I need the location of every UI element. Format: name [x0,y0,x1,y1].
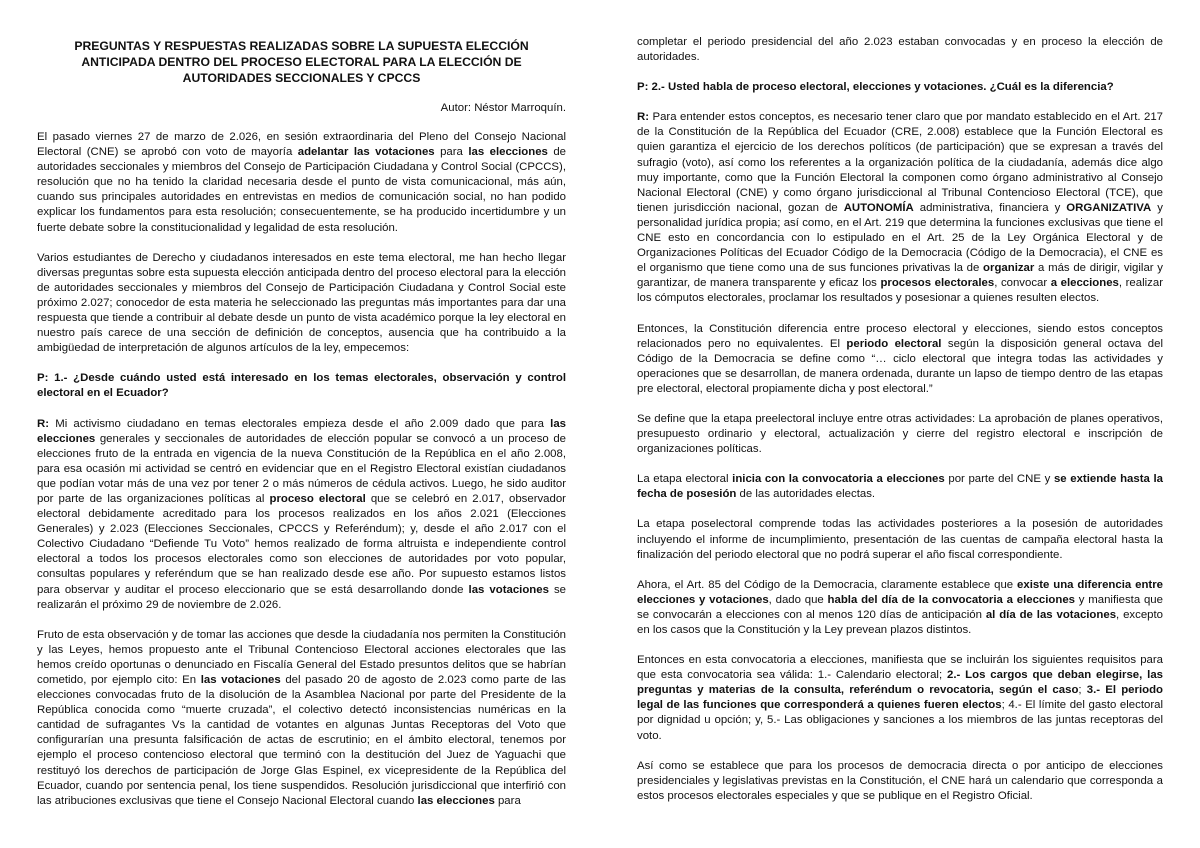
paragraph-intro [37,130,566,236]
text-run: Ahora, el Art. 85 del Código de la Democracia, claramente establece que [637,578,1018,591]
bold-text-run: 2.- Los cargos que deban elegirse, las preguntas y materias de la consulta, referéndum o revocatoria, según el caso [637,669,1163,697]
text-run: y manifiesta que se convocarán a elecciones con al menos 120 días de anticipación [637,593,1163,621]
text-run: Se define que la etapa preelectoral incluye entre otras actividades: La aprobación de planes operativos, presupuesto ordinario y electoral, actualización y cierre del registro electoral e inscripción de organizaciones políticas. [637,412,1163,456]
bold-text-run: organizar [983,262,1035,275]
bold-text-run: al día de las votaciones [985,608,1117,621]
text-run: para [494,794,521,807]
text-run: según la disposición general octava del Código de la Democracia se define como “… ciclo electoral que integra todas las actividades y operaciones que se desarrollan, de manera ordenada, durante un lapso de tiempo dentro de las etapas pre electoral, electoral propiamente dicha y post electoral.” [637,337,1163,395]
text-run: Así como se establece que para los procesos de democracia directa o por anticipo de elecciones presidenciales y legislativas previstas en la Constitución, el CNE hará un calendario que corresponda a estos procesos electorales especiales y que se publique en el Registro Oficial. [637,759,1163,802]
paragraph-requirements [637,653,1163,744]
question-1: P: 1.- ¿Desde cuándo usted está interesado en los temas electorales, observación y control electoral en el Ecuador? [37,372,566,400]
bold-text-run: habla del día de la convocatoria a elecciones [827,593,1075,606]
text-run: Fruto de esta observación y de tomar las acciones que desde la ciudadanía nos permiten la Constitución y las Leyes, hemos propuesto ante el Tribunal Contencioso Electoral acciones electorales que las hemos creído oportunas o denunciado en Fiscalía General del Estado presuntos delitos que se habrían cometido, por ejemplo cito: En [37,628,566,686]
paragraph-art-85 [637,578,1163,638]
text-run: El pasado viernes 27 de marzo de 2.026, en sesión extraordinaria del Pleno del Consejo Nacional Electoral (CNE) se aprobó con voto de mayoría [37,131,566,159]
bold-text-run: ORGANIZATIVA [1066,201,1152,214]
bold-text-run: las votaciones [468,583,549,596]
text-run: La etapa electoral [637,473,733,486]
bold-text-run: R: [637,111,650,124]
bold-text-run: las elecciones [37,417,566,445]
text-run: Para entender estos conceptos, es necesario tener claro que por mandato establecido en el Art. 217 de la Constitución de la República del Ecuador (CRE, 2.008) establece que la Función Electoral es quien garantiza el ejercicio de los derechos políticos (de participación) que se expresan a través del sufragio (voto), así como los referentes a la organización política de la ciudadanía, además dice algo muy importante, como que la Función Electoral la componen como órgano administrativo al Consejo Nacional Electoral (CNE) y como órgano jurisdiccional al Tribunal Contencioso Electoral (TCE), que tienen jurisdicción nacional, gozan de [637,111,1163,214]
bold-text-run: proceso electoral [269,492,366,505]
paragraph-electoral-stage [637,472,1163,502]
author-line: Autor: Néstor Marroquín. [440,102,566,114]
text-run: administrativa, financiera y [913,201,1067,214]
bold-text-run: 3.- El periodo legal de las funciones que corresponderá a quienes fueren electos [637,684,1163,712]
paragraph-difference [637,322,1163,397]
text-run: Varios estudiantes de Derecho y ciudadanos interesados en este tema electoral, me han hecho llegar diversas preguntas sobre esta supuesta elección anticipada dentro del proceso electoral para la elección de autoridades seccionales y miembros del Consejo de Participación Ciudadana y Control Social este próximo 2.027; conocedor de esta materia he seleccionado las preguntas más importantes para dar una respuesta que tiende a contribuir al debate desde un punto de vista académico porque la ley electoral en nuestro país carece de una sección de definición de conceptos, ausencia que ha contribuido a la ambigüedad de interpretación de algunos artículos de la ley, empecemos: [37,251,566,355]
paragraph-calendar [637,759,1163,804]
paragraph-actions [37,628,566,809]
bold-text-run: procesos electorales [880,277,995,290]
bold-text-run: AUTONOMÍA [843,201,914,214]
answer-1 [37,417,566,613]
paragraph-context [37,251,566,357]
bold-text-run: las elecciones [468,146,548,159]
text-run: y personalidad jurídica propia; así como, en el Art. 219 que determina la funciones exclusivas que tiene el CNE esto en concordancia con lo estipulado en el Art. 25 de la Ley Orgánica Electoral y de Organizaciones Políticas del Ecuador Código de la Democracia (Código de la Democracia), el CNE es el organismo que tiene como una de sus funciones privativas la de [637,201,1163,275]
bold-text-run: adelantar las votaciones [297,146,435,159]
bold-text-run: las elecciones [417,794,495,807]
paragraph-continued [637,35,1163,65]
bold-text-run: a elecciones [1050,277,1119,290]
text-run: , realizar los cómputos electorales, proclamar los resultados y posesionar a quienes resulten electos. [637,277,1163,305]
answer-2 [637,110,1163,306]
text-run: por parte del CNE y [944,473,1054,486]
bold-text-run: periodo electoral [846,337,942,350]
paragraph-postelectoral [637,517,1163,562]
text-run: del pasado 20 de agosto de 2.023 como parte de las elecciones convocadas fruto de la disolución de la Asamblea Nacional por parte del Presidente de la República conocida como “muerte cruzada”, el colectivo detectó inconsistencias numéricas en la cantidad de sufragantes Vs la cantidad de votantes en algunas Juntas Receptoras del Voto que configurarían una presunta falsificación de actas de escrutinio; en el ámbito electoral, tenemos por ejemplo el proceso contencioso electoral que terminó con la destitución del Juez de Yaguachi que restituyó los derechos de participación de Jorge Glas Espinel, ex vicepresidente de la República del Ecuador, cuando por sentencia penal, los tiene suspendidos. Resolución jurisdiccional que interfirió con las atribuciones exclusivas que tiene el Consejo Nacional Electoral cuando [37,674,566,807]
text-run: de las autoridades electas. [736,488,876,501]
text-run: generales y seccionales de autoridades de elección popular se convocó a un proceso de elecciones fruto de la entrada en vigencia de la nueva Constitución de la República en el año 2.008, para esa ocasión mi actividad se centró en evidenciar que en el Registro Electoral existían ciudadanos que podían votar más de una vez por tener 2 o más números de cédula activos. Luego, he sido auditor por parte de las organizaciones políticas al [37,432,566,505]
text-run: , excepto en los casos que la Constitución y la Ley prevean plazos distintos. [637,608,1163,636]
text-run: ; [1078,684,1087,697]
text-run: se realizarán el próximo 29 de noviembre de 2.026. [37,583,566,611]
text-run: La etapa poselectoral comprende todas las actividades posteriores a la posesión de autoridades incluyendo el informe de incumplimiento, presentación de las cuentas de campaña electoral hasta la finalización del periodo electoral que no podrá superar el año fiscal correspondiente. [637,518,1163,561]
bold-text-run: se extiende hasta la fecha de posesión [637,473,1163,501]
text-run: que se celebró en 2.017, observador electoral debidamente acreditado para los procesos realizados en los años 2.021 (Elecciones Generales) y 2.023 (Elecciones Seccionales, CPCCS y Referéndum); y, desde el año 2.017 con el Colectivo Ciudadano “Defiende Tu Voto” hemos realizado de forma altruista e independiente control electoral a todos los procesos electorales como son elecciones de autoridades por voto popular, consultas populares y referéndum que se han realizado desde ese año. Por supuesto estamos listos para observar y auditar el proceso eleccionario que se está desarrollando donde [37,492,566,596]
bold-text-run: R: [37,417,50,430]
text-run: de autoridades seccionales y miembros del Consejo de Participación Ciudadana y Control Social (CPCCS), resolución que no ha tenido la claridad necesaria desde el punto de vista comunicacional, más aún, cuando sus principales autoridades en entrevistas en medios de comunicación social, no han podido explicar los fundamentos para esta resolución; consecuentemente, se ha producido incertidumbre y un fuerte debate sobre la constitucionalidad y legalidad de esta resolución. [37,146,566,234]
bold-text-run: las votaciones [200,674,281,686]
text-run: completar el periodo presidencial del año 2.023 estaban convocadas y en proceso la elección de autoridades. [637,36,1163,64]
text-run: , convocar [994,277,1051,290]
question-2: P: 2.- Usted habla de proceso electoral, elecciones y votaciones. ¿Cuál es la diferencia? [637,81,1114,94]
bold-text-run: existe una diferencia entre elecciones y votaciones [637,578,1163,606]
bold-text-run: inicia con la convocatoria a elecciones [732,473,945,486]
text-run: ; 4.- El límite del gasto electoral por dignidad u opción; y, 5.- Las obligaciones y sanciones a los miembros de las juntas receptoras del voto. [637,699,1163,742]
text-run: Entonces, la Constitución diferencia entre proceso electoral y elecciones, siendo estos conceptos relacionados pero no equivalentes. El [637,322,1163,350]
paragraph-preelectoral [637,412,1163,457]
text-run: para [434,146,469,159]
text-run: , dado que [768,593,828,606]
text-run: Entonces en esta convocatoria a elecciones, manifiesta que se incluirán los siguientes requisitos para que esta convocatoria sea válida: 1.- Calendario electoral; [637,654,1163,682]
right-page [600,0,1200,848]
text-run: Mi activismo ciudadano en temas electorales empieza desde el año 2.009 dado que para [49,417,551,430]
document-title: PREGUNTAS Y RESPUESTAS REALIZADAS SOBRE LA SUPUESTA ELECCIÓN ANTICIPADA DENTRO DEL PROCESO ELECTORAL PARA LA ELECCIÓN DE AUTORIDADES SECCIONALES Y CPCCS [74,39,529,85]
text-run: a más de dirigir, vigilar y garantizar, de manera transparente y eficaz los [637,262,1163,290]
